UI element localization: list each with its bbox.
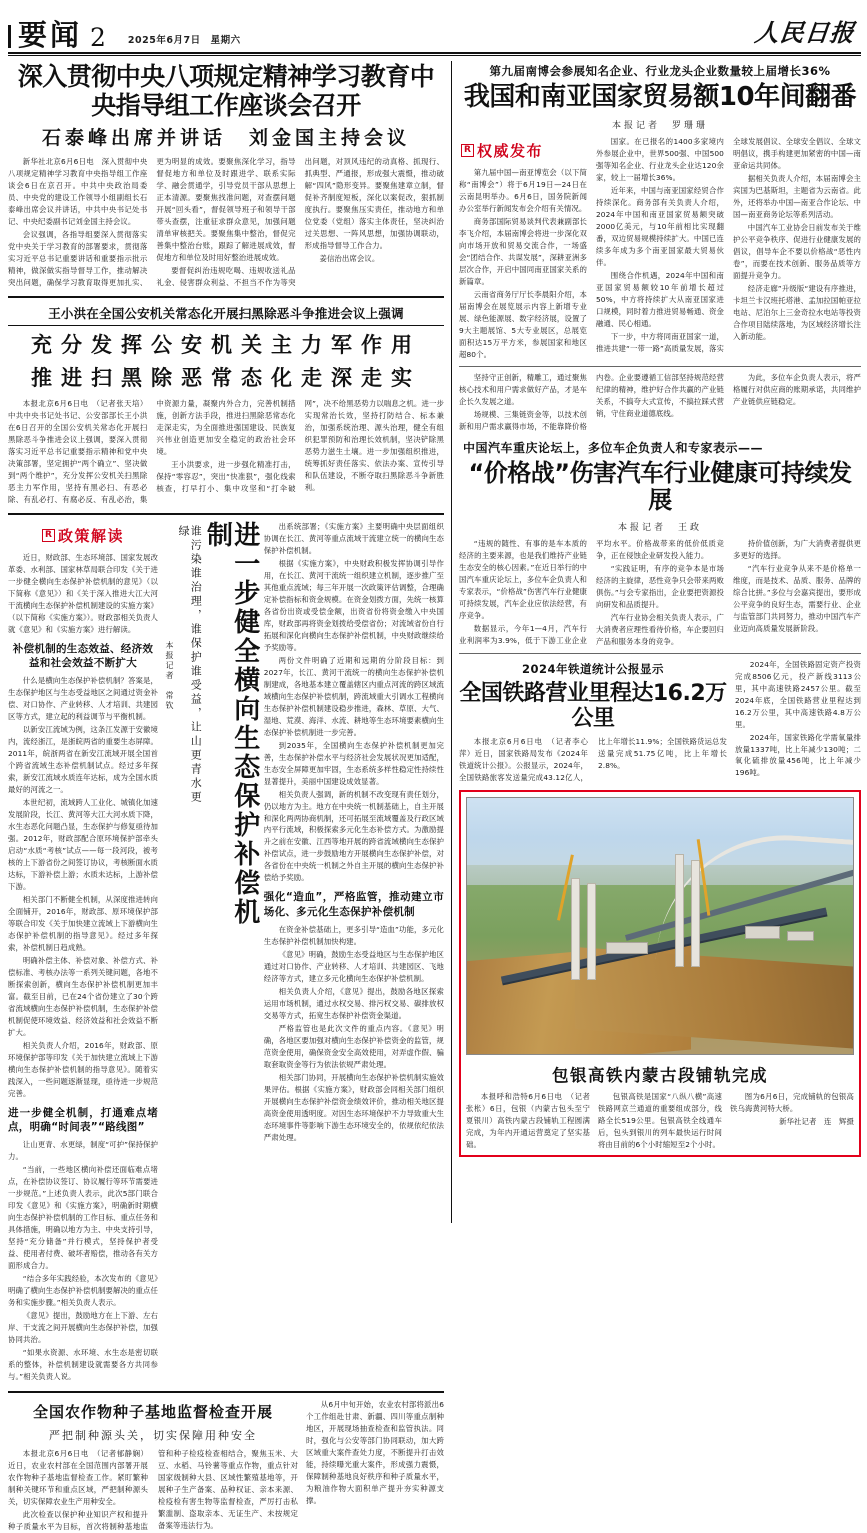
paragraph: 近日，财政部、生态环境部、国家发展改革委、水利部、国家林草局联合印发《关于进一步健全横向生态保护补偿机制的意见》（以下简称《意见》）和《关于深入推进大江大河干流横向生态保护补偿机制建设的实施方案》（以下简称《实施方案》）。财政部相关负责人就《意见》和《实施方案》进行解读。 — [8, 552, 158, 634]
paragraph: 坚持守正创新，精雕工，通过聚焦核心技术和用户需求做好产品，才是车企长久发展之道。 — [459, 372, 587, 406]
paragraph: 2024年，全国铁路固定资产投资完成8506亿元，投产新线3113公里，其中高速铁路2457公里。截至2024年底，全国铁路营业里程达到16.2万公里，其中高速铁路4.8万公里。 — [735, 659, 861, 729]
policy-middle-body-2 — [264, 924, 444, 1144]
section-bracket — [8, 18, 106, 52]
paragraph: 围绕合作机遇，2024年中国和南亚国家贸易额较10年前增长超过50%，中方将持续扩大从南亚国家进口规模，同时着力推进贸易畅通、资金融通、民心相通。 — [596, 270, 724, 328]
section-title: 要闻 — [18, 18, 83, 52]
paragraph: “汽车行业竞争从来不是价格单一维度，而是技术、品质、服务、品牌的综合比拼。”多位与会嘉宾提出，要形成公平竞争的良好生态，需要行业、企业与监管部门共同努力，推动中国汽车产业迈向高质量发展新阶段。 — [733, 563, 861, 633]
masthead-left — [8, 18, 755, 52]
paragraph: 让山更青、水更绿，制度“可护”保持保护力。 — [8, 1139, 158, 1161]
paragraph: 持价值创新，为广大消费者提供更多更好的选择。 — [733, 538, 861, 560]
section-divider — [8, 1391, 444, 1393]
headline-auto: “价格战”伤害汽车行业健康可持续发展 — [468, 458, 852, 515]
section-divider — [459, 653, 861, 654]
body-central-inspection — [8, 156, 444, 289]
photo-pylon-left-a — [571, 878, 580, 980]
paragraph: 此次检查以保护种业知识产权和提升种子质量水平为目标，首次将制种基地监管和种子检疫检查相结合，聚焦玉米、大豆、水稻、马铃薯等重点作物，重点针对国家级制种大县、区域性繁殖基地等，开展种子生产备案、品种权证、亲本来源、检疫检有害生物等监督检查，严厉打击私繁滥制、盗取亲本、无证生产、未按规定备案等违法行为。 — [8, 1448, 298, 1531]
paragraph: 两份文件明确了近期和远期的分阶段目标：到2027年，长江、黄河干流统一的横向生态保护补偿机制建成，各地基本建立覆盖辖区内重点河流的跨区域流域横向生态保护补偿机制，跨流域重大引调水工程横向生态保护补偿机制建设稳步推进，森林、草原、大气、湿地、荒漠、海洋、水流、耕地等生态环境要素横向生态保护补偿机制进一步完善。 — [263, 655, 444, 737]
paragraph: 云南省商务厅厅长李晨阳介绍，本届南博会在展览展示内容上新增专业展、绿色能源展、数字经济展，设置了9大主题展馆、5大专业展区，总展览面积达15万平方米，参展国家和地区超80个。 — [459, 289, 587, 359]
photo-caption-title: 包银高铁内蒙古段铺轨完成 — [552, 1066, 768, 1086]
section-divider — [8, 296, 444, 298]
policy-middle-subcolumn — [264, 521, 444, 1384]
paragraph: 相关负责人强调，新的机制不改变现有责任划分，仍以地方为主。地方在中央统一机制基础上，自主开展和深化两两协商机制，还可拓展至流域覆盖及行政区域内平行流域，积极探索多元化生态补偿方式。为激励提升之前在安徽、江西等地开展的跨省流域横向生态保护补偿试点，进一步鼓励地方开展横向生态保护补偿，对各省份在中央统一机制之外自主开展的横向生态保护补偿给予奖励。 — [263, 789, 444, 883]
body-public-security — [8, 398, 444, 506]
paragraph: 经济走廊”升级版“建设有序推进，卡坦兰卡汉班托塔港、孟加拉国帕亚拉电站、尼泊尔上三金奇拉水电站等投资合作项目陆续落地，为区域经济增长注入新动能。 — [733, 283, 861, 341]
paragraph: 本报呼和浩特6月6日电 （记者张枨）6日，包银（内蒙古包头至宁夏银川）高铁内蒙古段铺轨工程圆满完成，为年内开通运营奠定了坚实基础。 — [466, 1092, 590, 1150]
paragraph: 严格监管也是此次文件的重点内容。《意见》明确，各地区要加强对横向生态保护补偿资金的监管，规范资金使用，确保资金安全高效使用，对弄虚作假、骗取套取资金等行为依法依规严肃处理。 — [263, 1023, 444, 1069]
headline-seed-inspection: 全国农作物种子基地监督检查开展 — [32, 1402, 273, 1421]
paragraph: 2024年，国家铁路化学需氧量排放量1337吨，比上年减少130吨；二氧化硫排放量456吨，比上年减少196吨。 — [735, 732, 861, 778]
paragraph: 本报北京6月6日电 （记者张天培）中共中央书记处书记、公安部部长王小洪在6日召开的全国公安机关常态化开展扫黑除恶斗争推进会议上强调，要深入贯彻落实习近平总书记重要指示精神和党中央决策部署，坚定拥护“两个确立”、坚决做到“两个维护”，充分发挥公安机关扫黑除恶主力军作用，坚持有黑必扫、有恶必除、有乱必打、有腐必反、有乱必治，集中资源力量，凝聚内外合力，完善机制措施，创新方法手段，推进扫黑除恶常态化走深走实，为全面推进强国建设、民族复兴伟业创造更加安全稳定的政治社会环境。 — [8, 399, 296, 504]
body-expo — [459, 136, 861, 361]
headline-railway: 全国铁路营业里程达16.2万公里 — [459, 680, 727, 731]
body-auto-lead — [459, 372, 861, 433]
paragraph: 为此，多位车企负责人表示，将严格履行对供应商的账期承诺，共同维护产业链供应链稳定。 — [733, 372, 861, 406]
headline-expo: 我国和南亚国家贸易额10年间翻番 — [463, 82, 857, 112]
issue-date: 2025年6月7日 星期六 — [127, 35, 241, 46]
paragraph: 近年来，中国与南亚国家经贸合作持续深化。商务部有关负责人介绍，2024年中国和南亚国家贸易额突破2000亿美元，与10年前相比实现翻番，双边贸易规模持续扩大。中国已连续多年成为多个南亚国家最大贸易伙伴。 — [596, 185, 724, 267]
paragraph: 要督促纠治违规吃喝、违规收送礼品礼金、侵害群众利益、不担当不作为等突出问题，对顶风违纪的动真格、抓现行、抓典型、严通报，形成强大震慑，推动破解“四风”隐形变异。要聚焦建章立制，督促补齐制度短板，深化以案促改，狠抓制度执行。要聚焦压实责任，推动地方和单位党委（党组）落实主体责任，坚决纠治过关思想、一阵风思想，加强协调联动，形成指导督导工作合力。 — [156, 157, 444, 288]
photo-caption-body — [466, 1091, 854, 1151]
paragraph: 数据显示，今年1—4月，汽车行业利润率为3.9%，低于下游工业企业平均水平。价格战带来的低价低质竞争，正在侵蚀企业研发投入能力。 — [459, 538, 724, 645]
badge-label: 政策解读 — [57, 526, 124, 545]
headline-public-security-line1: 充分发挥公安机关主力军作用 — [31, 333, 421, 358]
paragraph: 本报北京6月6日电 （记者郁静娴）近日，农业农村部在全国范围内部署开展农作物种子基地监督检查工作。紧盯繁种制种关键环节和重点区域，严把制种源头关，切实保障农业生产用种安全。 — [8, 1448, 148, 1506]
paragraph: “结合多年实践经验，本次发布的《意见》明确了横向生态保护补偿机制要解决的重点任务和实施步骤。”相关负责人表示。 — [8, 1273, 158, 1307]
article-south-asia-expo — [459, 63, 861, 361]
paragraph: “实践证明，有序的竞争本是市场经济的主旋律，恶性竞争只会带来两败俱伤。”与会专家指出，企业要把资源投向研发和品质提升。 — [596, 563, 724, 609]
seed-overflow-area — [306, 1399, 444, 1533]
paragraph: 图为6月6日，完成铺轨的包银高铁乌海黄河特大桥。 — [730, 1092, 854, 1114]
policy-subhead-3: 强化“造血”，严格监管，推动建立市场化、多元化生态保护补偿机制 — [263, 891, 444, 919]
paragraph: “违规的随性、有事的是车本质的经济的主要来源，也是我们维持产业链生态安全的核心因素。”在近日举行的中国汽车重庆论坛上，多位车企负责人和专家表示，“价格战”伤害汽车行业健康可持续发展，汽车企业应依法经营，有序竞争。 — [459, 538, 587, 620]
paragraph: 《意见》明确，鼓励生态受益地区与生态保护地区通过对口协作、产业转移、人才培训、共建园区、飞地经济等方式，建立多元化横向生态保护补偿机制。 — [263, 949, 444, 983]
kicker-railway: 2024年铁道统计公报显示 — [521, 661, 664, 676]
kicker-auto: 中国汽车重庆论坛上，多位车企负责人和专家表示—— — [463, 440, 764, 455]
body-seed-inspection-cont — [306, 1399, 444, 1507]
photo-building-a — [606, 942, 648, 955]
paragraph: 中国汽车工业协会日前发布关于维护公平竞争秩序、促进行业健康发展的倡议，倡导车企不要以价格战“恶性内卷”，而要在技术创新、服务品质等方面提升竞争力。 — [733, 222, 861, 280]
section-divider — [459, 366, 861, 367]
paragraph: 相关部门不断健全机制，从深度推进转向全面铺开，2016年，财政部、原环境保护部等联合印发《关于加快建立流域上下游横向生态保护补偿机制的指导意见》。经过多年探索，补偿机制日趋成熟。 — [8, 894, 158, 952]
photo-baoyin-railway-bridge — [466, 797, 854, 1055]
paragraph: 明确补偿主体、补偿对象、补偿方式、补偿标准、考核办法等一系列关键问题，各地不断探索创新，横向生态保护补偿机制更加丰富。截至目前，已在24个省份建立了30个跨省流域横向生态保护补偿机制，生态保护补偿机制促使环境效益、经济效益和社会效益不断扩大。 — [8, 955, 158, 1037]
paragraph: 汽车行业协会相关负责人表示，广大消费者应理性看待价格，车企要回归产品和服务本身的竞争。 — [596, 612, 724, 646]
paragraph: 包银高铁是国家“八纵八横”高速铁路网京兰通道的重要组成部分，线路全长519公里。包银高铁全线通车后，包头到银川的列车最快运行时间将由目前的6个小时缩短至2个小时。 — [598, 1092, 722, 1150]
kicker-expo: 第九届南博会参展知名企业、行业龙头企业数量较上届增长36% — [489, 64, 831, 78]
body-auto — [459, 538, 861, 648]
article-seed-inspection — [8, 1399, 444, 1533]
masthead — [0, 0, 867, 52]
article-auto-price-war — [459, 372, 861, 648]
photo-building-b — [745, 926, 780, 939]
photo-credit: 新华社记者 连 辉摄 — [779, 1117, 854, 1127]
paragraph: 商务部国际贸易谈判代表兼副部长李飞介绍，本届南博会将进一步深化双向市场开放和贸易交流合作，一场盛会“团结合作、共谋发展”，深耕亚洲多层次合作，开启中国同南亚国家关系的新篇章。 — [459, 216, 587, 286]
byline-auto: 本报记者 王政 — [617, 522, 702, 533]
paragraph: 场规模、三集链资金等，以技术创新和用户需求赢得市场，不能靠降价格内卷。企业要遵循工信部坚持规范经营纪律的精神，维护好合作共赢的产业链关系，不搞夸大式宣传，不搞拉踩式营销，守住商业道德底线。 — [459, 372, 724, 431]
paragraph: 本报北京6月6日电 （记者李心萍）近日，国家铁路局发布《2024年铁道统计公报》。公报显示，2024年，全国铁路旅客发送量完成43.12亿人，比上年增长11.9%；全国铁路货运总发送量完成51.75亿吨，比上年增长2.8%。 — [459, 737, 727, 783]
policy-subhead-1: 补偿机制的生态效益、经济效益和社会效益不断扩大 — [12, 642, 154, 670]
body-seed-inspection — [8, 1448, 298, 1533]
badge-mark-icon: R — [42, 529, 55, 542]
masthead-rule — [8, 52, 861, 54]
expo-body-text — [459, 136, 861, 361]
article-public-security — [8, 304, 444, 506]
policy-body-2 — [8, 1139, 158, 1383]
policy-vertical-subtitle: 谁污染谁治理，谁保护谁受益，让山更青水更绿 — [177, 524, 203, 805]
paragraph: 以新安江流域为例，这条江发源于安徽境内，流经浙江，是浙皖两省的重要生态屏障。2011年，皖浙两省在新安江流域开展全国首个跨省流域生态补偿机制试点。经过多年探索，新安江流域水质连年达标，成为全国水质最好的河流之一。 — [8, 725, 158, 794]
kicker-public-security: 王小洪在全国公安机关常态化开展扫黑除恶斗争推进会议上强调 — [8, 304, 444, 326]
paragraph: 相关负责人介绍，2016年，财政部、原环境保护部等印发《关于加快建立流域上下游横向生态保护补偿机制的指导意见》。随着实践深入，一些问题逐渐显现，亟待进一步规范完善。 — [8, 1040, 158, 1098]
page-grid — [0, 56, 867, 1531]
paragraph: 从6月中旬开始，农业农村部将派出6个工作组赴甘肃、新疆、四川等重点制种地区，开展现场抽查检查和监管执法。同时，强化与公安等部门协同联动，加大跨区域重大案件查处力度，不断提升打击效能，持续曝光重大案件，形成强力震慑，保障制种基地良好秩序和种子质量水平，为粮油作物大面积单产提升夯实种源支撑。 — [306, 1399, 444, 1505]
policy-left-subcolumn — [8, 521, 158, 1384]
paper-logo: 人民日报 — [753, 18, 857, 47]
paragraph: 第九届中国—南亚博览会（以下简称“南博会”）将于6月19日—24日在云南昆明举办。6月6日，国务院新闻办公室举行新闻发布会介绍有关情况。 — [459, 167, 587, 213]
railway-side — [735, 659, 861, 785]
paragraph: 姜信治出席会议。 — [319, 254, 380, 264]
byline-expo: 本报记者 罗珊珊 — [611, 120, 708, 131]
photo-pylon-left-b — [587, 883, 596, 980]
headline-public-security-line2: 推进扫黑除恶常态化走深走实 — [31, 365, 421, 390]
paragraph: 下一步，中方将同南亚国家一道，推进共建“一带一路”高质量发展，落实全球发展倡议、全球安全倡议、全球文明倡议，携手构建更加紧密的中国—南亚命运共同体。 — [596, 136, 861, 353]
feature-policy-interpretation — [8, 521, 444, 1384]
paragraph: 在资金补偿基础上，更多引导“造血”功能，多元化生态保护补偿机制加快构建。 — [263, 924, 444, 946]
paragraph: 相关负责人介绍，《意见》提出，鼓励各地区探索运用市场机制，通过水权交易、排污权交易、碳排放权交易等方式，拓宽生态保护补偿资金渠道。 — [263, 986, 444, 1020]
body-railway — [459, 736, 727, 784]
page-number: 2 — [90, 23, 106, 52]
policy-body-1 — [8, 675, 158, 1099]
section-divider — [8, 513, 444, 515]
paragraph: 据相关负责人介绍，本届南博会主宾国为巴基斯坦，主题省为云南省。此外，还将举办中国—南亚合作论坛、中国—南亚商务论坛等系列活动。 — [733, 173, 861, 219]
paragraph: 到2035年，全国横向生态保护补偿机制更加完善，生态保护补偿水平与经济社会发展状况更加适配，生态安全屏障更加牢固，生态系统多样性稳定性持续性显著提升，美丽中国建设成效显著。 — [263, 740, 444, 786]
policy-badge — [8, 525, 158, 546]
expo-badge — [461, 140, 587, 161]
policy-vertical-byline: 本报记者 常钦 — [165, 640, 174, 711]
policy-vertical-headline-block — [164, 521, 258, 1384]
article-central-inspection — [8, 63, 444, 289]
paragraph: 本世纪初，流域跨人工业化、城镇化加速发展阶段，长江、黄河等大江大河水质下降，水生态恶化问题凸显，生态保护与修复亟待加强。2012年，财政部配合原环境保护部牵头启动“水质“考核”试点——每一段河段，被考核的上下游省份之间签订协议，考核断面水质达标，下游补偿上游；水质未达标，上游补偿下游。 — [8, 797, 158, 891]
left-column — [8, 61, 452, 1531]
paragraph: 相关部门协同，开展横向生态保护补偿机制实施效果评估。根据《实施方案》，财政部会同相关部门组织开展横向生态保护补偿资金绩效评价，推动相关地区提高资金使用透明度。对因生态环境保护不力导致重大生态环境事件等影响下游生态环境安全的，依规依纪依法严肃处理。 — [263, 1072, 444, 1142]
badge-mark-icon: R — [461, 144, 474, 157]
badge-label: 权威发布 — [477, 141, 544, 160]
paragraph: 会议强调，各指导组要深入贯彻落实党中央关于学习教育的部署要求，贯彻落实习近平总书记重要讲话和重要指示批示精神，做深做实指导督导工作，推动解决突出问题，确保学习教育取得更加扎实、更为明显的成效。要聚焦深化学习，指导督促地方和单位及时跟进学、联系实际学、融会贯通学，引导党员干部从思想上正本清源。要聚焦找准问题，对查摆问题开展“回头看”，督促领导班子和领导干部带头查摆，注重征求群众意见，加强问题清单审核把关。要聚焦集中整治，督促完善集中整治台账，跟踪了解进展成效，督促地方和单位及时用好整治进展成效。 — [8, 157, 296, 288]
right-column — [452, 61, 861, 1223]
subhead-seed-inspection: 严把制种源头关，切实保障用种安全 — [49, 1428, 257, 1442]
railway-layout — [459, 659, 861, 785]
seed-headline-area — [8, 1399, 298, 1533]
paragraph: 王小洪要求，进一步强化精准打击，保持“零容忍”，突出“快准狠”，强化线索核查，打早打小、集中攻坚和“打伞破网”，决不给黑恶势力以喘息之机。进一步实现常治长效，坚持打防结合、标本兼治，加强系统治理、源头治理，健全有组织犯罪预防和治理长效机制，坚决铲除黑恶势力滋生土壤。进一步加强组织推进，统筹抓好责任落实、依法办案、宣传引导和队伍建设，不断夺取扫黑除恶斗争新胜利。 — [156, 399, 444, 493]
paragraph: 《意见》提出，鼓励地方在上下游、左右岸、干支流之间开展横向生态保护补偿，加强协同共治。 — [8, 1310, 158, 1344]
paragraph: “当前，一些地区横向补偿还面临难点堵点，在补偿协议签订、协议履行等环节需要进一步规范。”上述负责人表示，此次5部门联合印发《意见》和《实施方案》，明确新时期横向生态保护补偿机制的工作目标、重点任务和具体措施，明确以地方为主、中央支持引导，坚持“充分储备”并行模式，坚持保护者受益、使用者付费、破坏者赔偿，推动各有关方面形成合力。 — [8, 1164, 158, 1270]
paragraph: 什么是横向生态保护补偿机制？答案是，生态保护地区与生态受益地区之间通过资金补偿、对口协作、产业转移、人才培训、共建园区等方式，建立起的利益调节与平衡机制。 — [8, 676, 158, 722]
policy-lead — [8, 552, 158, 636]
policy-middle-body — [264, 521, 444, 885]
headline-central-inspection: 深入贯彻中央八项规定精神学习教育中央指导组工作座谈会召开 — [17, 62, 435, 120]
paragraph: 国家。在已报名的1400多家境内外参展企业中，世界500强、中国500强等知名企业、行业龙头企业达120余家，较上一届增长36%。 — [596, 136, 724, 182]
paragraph: 根据《实施方案》，中央财政积极发挥协调引导作用，在长江、黄河干流统一组织建立机制，逐步推广至其他重点流域；每三年开展一次政策评估调整，合理确定补偿指标和资金规模。在资金划拨方面，先统一核算各省份出资或受偿金额，出资省份将资金缴入中央国库，财政部再将资金划拨给受偿省份；对流域省份自行拓展和深化向横向生态保护补偿机制，中央财政继续给予奖励等。 — [263, 558, 444, 652]
body-railway-cont — [735, 659, 861, 780]
photo-building-c — [787, 931, 814, 941]
subhead-central-inspection: 石泰峰出席并讲话 刘金国主持会议 — [41, 126, 410, 149]
policy-vertical-title: 进一步健全横向生态保护补偿机制 — [202, 520, 260, 927]
policy-subhead-2: 进一步健全机制，打通难点堵点，明确“时间表”“路线图” — [8, 1106, 158, 1134]
railway-main — [459, 659, 727, 785]
paragraph: 出系统部署；《实施方案》主要明确中央层面组织协调在长江、黄河等重点流域干流建立统一的横向生态保护补偿机制。 — [263, 521, 444, 555]
photo-pylon-right-b — [691, 860, 700, 968]
paragraph: 新华社北京6月6日电 深入贯彻中央八项规定精神学习教育中央指导组工作座谈会6日在京召开。中共中央政治局委员、中央党的建设工作领导小组副组长石泰峰出席会议并讲话，中共中央书记处书记、中央纪委副书记刘金国主持会议。 — [8, 157, 148, 227]
photo-feature-box — [459, 790, 861, 1157]
article-railway — [459, 659, 861, 785]
paragraph: “如果水资源、水环境、水生态是密切联系的整体，补偿机制建设就需要各方共同参与。”相关负责人说。 — [8, 1347, 158, 1381]
photo-pylon-right-a — [675, 854, 684, 967]
